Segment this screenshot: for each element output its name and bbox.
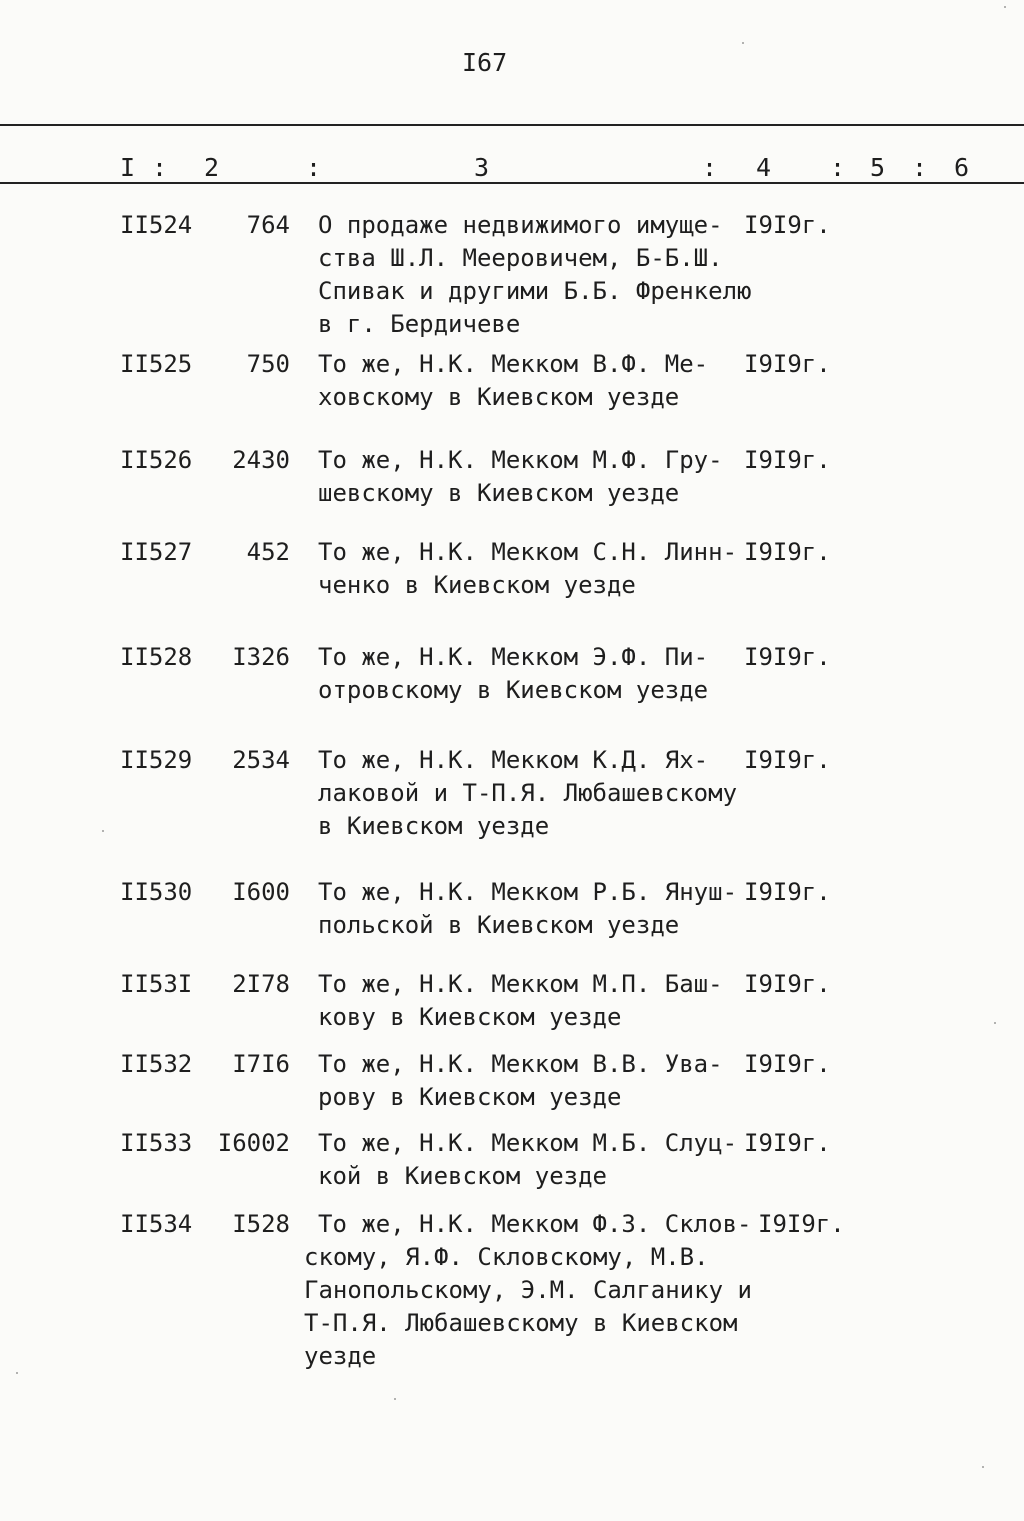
item-description [304, 1208, 752, 1373]
column-header-1: I [120, 153, 136, 182]
description-line: в Киевском уезде [318, 812, 550, 840]
description-line: кой в Киевском уезде [318, 1162, 607, 1190]
item-number: II527 [120, 538, 193, 566]
column-header-4: 4 [756, 153, 772, 182]
description-line: уезде [304, 1342, 377, 1370]
sheet-count: 2430 [232, 446, 290, 474]
column-separator: : [830, 153, 846, 182]
item-description [318, 968, 758, 1034]
column-separator: : [702, 153, 718, 182]
scan-speck [994, 1022, 996, 1024]
description-line: О продаже недвижимого имуще- [318, 211, 723, 239]
description-line: То же, Н.К. Мекком М.Б. Слуц- [318, 1129, 738, 1157]
item-year: I9I9г. [758, 1210, 845, 1238]
column-header-6: 6 [954, 153, 970, 182]
description-line: Т-П.Я. Любашевскому в Киевском [304, 1309, 738, 1337]
item-number: II526 [120, 446, 193, 474]
item-year: I9I9г. [744, 643, 831, 671]
description-line: шевскому в Киевском уезде [318, 479, 680, 507]
description-line: То же, Н.К. Мекком Э.Ф. Пи- [318, 643, 709, 671]
column-header-3: 3 [474, 153, 490, 182]
item-number: II534 [120, 1210, 193, 1238]
item-year: I9I9г. [744, 970, 831, 998]
scan-speck [982, 1466, 984, 1468]
column-separator: : [306, 153, 322, 182]
column-header-2: 2 [204, 153, 220, 182]
description-line: рову в Киевском уезде [318, 1083, 622, 1111]
column-separator: : [912, 153, 928, 182]
scan-speck [742, 42, 744, 44]
item-description [318, 444, 758, 510]
description-line: То же, Н.К. Мекком С.Н. Линн- [318, 538, 738, 566]
sheet-count: I7I6 [232, 1050, 290, 1078]
item-description [318, 536, 758, 602]
description-line: ства Ш.Л. Мееровичем, Б-Б.Ш. [318, 244, 723, 272]
description-line: отровскому в Киевском уезде [318, 676, 709, 704]
item-number: II530 [120, 878, 193, 906]
item-year: I9I9г. [744, 746, 831, 774]
item-number: II525 [120, 350, 193, 378]
scan-speck [102, 830, 104, 832]
description-line: Ганопольскому, Э.М. Салганику и [304, 1276, 752, 1304]
description-line: То же, Н.К. Мекком М.П. Баш- [318, 970, 723, 998]
scan-speck [16, 1372, 18, 1374]
item-description [318, 641, 758, 707]
description-line: польской в Киевском уезде [318, 911, 680, 939]
column-separator: : [152, 153, 168, 182]
item-number: II524 [120, 211, 193, 239]
sheet-count: I6002 [217, 1129, 290, 1157]
top-rule [0, 124, 1024, 126]
description-line: То же, Н.К. Мекком В.Ф. Ме- [318, 350, 709, 378]
sheet-count: 750 [246, 350, 290, 378]
scan-speck [1004, 6, 1006, 8]
description-line: кову в Киевском уезде [318, 1003, 622, 1031]
sheet-count: 2I78 [232, 970, 290, 998]
item-year: I9I9г. [744, 211, 831, 239]
item-year: I9I9г. [744, 1050, 831, 1078]
item-description [318, 1127, 758, 1193]
item-number: II53I [120, 970, 193, 998]
item-number: II528 [120, 643, 193, 671]
column-header-row [0, 153, 1024, 183]
sheet-count: 764 [246, 211, 290, 239]
sheet-count: I326 [232, 643, 290, 671]
description-line: То же, Н.К. Мекком М.Ф. Гру- [318, 446, 723, 474]
description-line: То же, Н.К. Мекком К.Д. Ях- [318, 746, 709, 774]
column-header-5: 5 [870, 153, 886, 182]
description-line: лаковой и Т-П.Я. Любашевскому [318, 779, 738, 807]
sheet-count: I528 [232, 1210, 290, 1238]
description-line: То же, Н.К. Мекком В.В. Ува- [318, 1050, 723, 1078]
page-number: I67 [462, 48, 508, 77]
description-line: ховскому в Киевском уезде [318, 383, 680, 411]
scan-speck [394, 1398, 396, 1400]
item-description [318, 876, 758, 942]
sheet-count: 452 [246, 538, 290, 566]
sheet-count: I600 [232, 878, 290, 906]
item-year: I9I9г. [744, 538, 831, 566]
description-line: То же, Н.К. Мекком Ф.З. Склов- [318, 1210, 752, 1238]
description-line: в г. Бердичеве [318, 310, 521, 338]
item-year: I9I9г. [744, 350, 831, 378]
description-line: Спивак и другими Б.Б. Френкелю [318, 277, 752, 305]
header-bottom-rule [0, 182, 1024, 184]
item-number: II529 [120, 746, 193, 774]
item-year: I9I9г. [744, 878, 831, 906]
description-line: скому, Я.Ф. Скловскому, М.В. [304, 1243, 709, 1271]
item-number: II533 [120, 1129, 193, 1157]
item-number: II532 [120, 1050, 193, 1078]
item-year: I9I9г. [744, 1129, 831, 1157]
description-line: ченко в Киевском уезде [318, 571, 636, 599]
item-description [318, 1048, 758, 1114]
item-year: I9I9г. [744, 446, 831, 474]
item-description [318, 209, 758, 341]
sheet-count: 2534 [232, 746, 290, 774]
description-line: То же, Н.К. Мекком Р.Б. Януш- [318, 878, 738, 906]
item-description [318, 348, 758, 414]
item-description [318, 744, 758, 843]
